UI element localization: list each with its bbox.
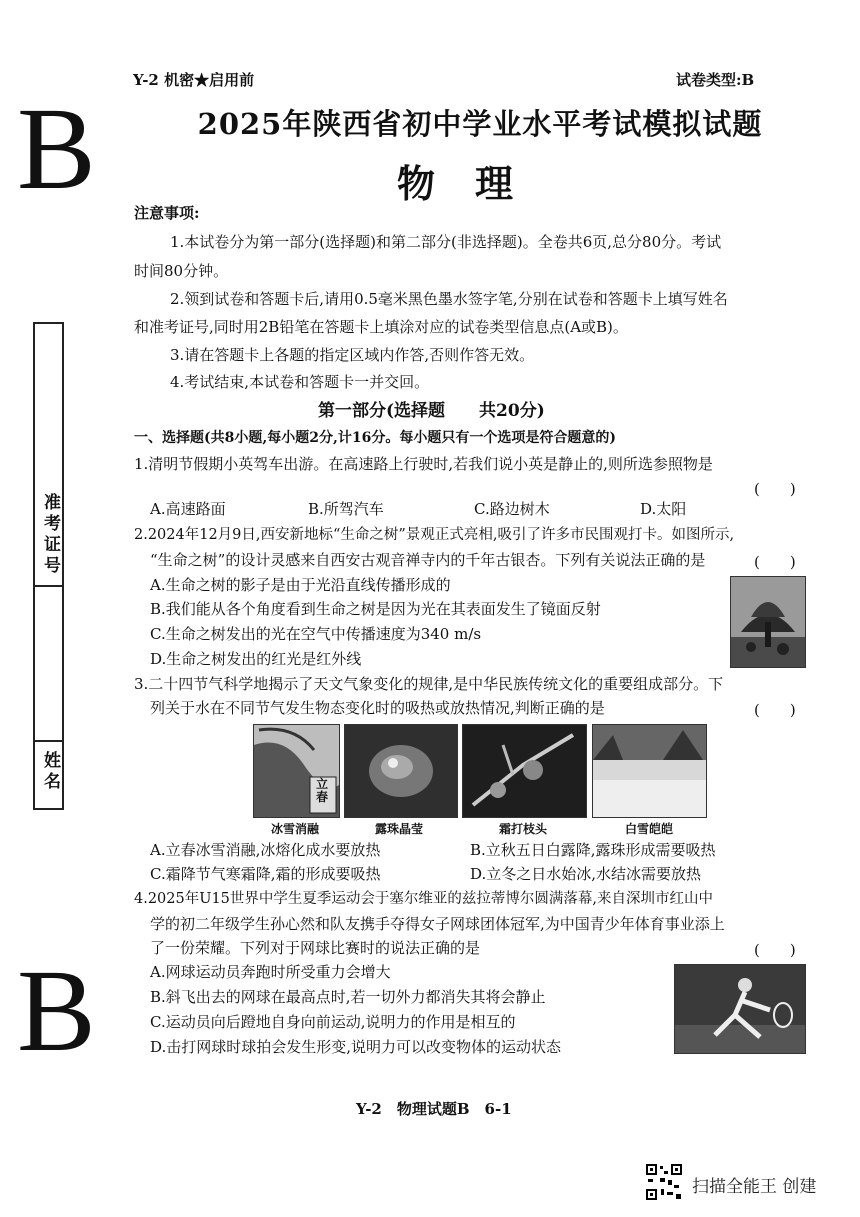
notice-item-1-cont: 时间80分钟。 <box>134 262 229 280</box>
page-footer: Y-2 物理试题B 6-1 <box>356 1100 512 1118</box>
side-mark-top: B <box>17 83 96 214</box>
q1-option-b: B.所驾汽车 <box>308 500 384 518</box>
caption-dewdrop: 露珠晶莹 <box>374 822 423 836</box>
q1-option-d: D.太阳 <box>640 500 687 518</box>
q1-option-a: A.高速路面 <box>150 500 226 518</box>
notice-item-3: 3.请在答题卡上各题的指定区域内作答,否则作答无效。 <box>170 346 535 364</box>
notice-item-2: 2.领到试卷和答题卡后,请用0.5毫米黑色墨水签字笔,分别在试卷和答题卡上填写姓名 <box>170 290 728 308</box>
snow-scene-photo <box>592 724 707 818</box>
subject-title: 物理 <box>396 161 553 206</box>
q2-stem-cont: “生命之树”的设计灵感来自西安古观音禅寺内的千年古银杏。下列有关说法正确的是 <box>150 551 706 569</box>
q2-option-a: A.生命之树的影子是由于光沿直线传播形成的 <box>150 576 451 594</box>
name-field-label: 姓名 <box>40 751 60 793</box>
side-mark-bottom: B <box>17 945 96 1076</box>
q4-stem: 4.2025年U15世界中学生夏季运动会于塞尔维亚的兹拉蒂博尔圆满落幕,来自深圳市红山中 <box>134 891 714 907</box>
caption-ice-melting: 冰雪消融 <box>270 822 319 836</box>
q4-option-d: D.击打网球时球拍会发生形变,说明力可以改变物体的运动状态 <box>150 1038 562 1056</box>
notice-item-2-cont: 和准考证号,同时用2B铅笔在答题卡上填涂对应的试卷类型信息点(A或B)。 <box>134 318 628 336</box>
q1-answer-blank: ( ) <box>754 480 796 498</box>
q4-answer-blank: ( ) <box>754 941 796 959</box>
q2-option-b: B.我们能从各个角度看到生命之树是因为光在其表面发生了镜面反射 <box>150 600 601 618</box>
info-box-divider <box>33 585 64 587</box>
q2-option-d: D.生命之树发出的红光是红外线 <box>150 650 362 668</box>
notice-item-1: 1.本试卷分为第一部分(选择题)和第二部分(非选择题)。全卷共6页,总分80分。考试 <box>170 233 722 251</box>
q2-answer-blank: ( ) <box>754 553 796 571</box>
q2-option-c: C.生命之树发出的光在空气中传播速度为340 m/s <box>150 625 482 643</box>
q4-stem-cont-2: 了一份荣耀。下列对于网球比赛时的说法正确的是 <box>150 939 481 957</box>
tree-of-life-photo <box>730 576 806 668</box>
notice-heading: 注意事项: <box>134 204 200 222</box>
q4-option-c: C.运动员向后蹬地自身向前运动,说明力的作用是相互的 <box>150 1013 516 1031</box>
scanner-watermark: 扫描全能王 创建 <box>692 1177 817 1197</box>
info-box-divider <box>33 740 64 742</box>
caption-snow: 白雪皑皑 <box>624 822 673 836</box>
caption-frost: 霜打枝头 <box>498 822 547 836</box>
q3-option-d: D.立冬之日水始冰,水结冰需要放热 <box>470 865 702 883</box>
lichun-stamp-text: 立春 <box>315 777 328 805</box>
q2-stem: 2.2024年12月9日,西安新地标“生命之树”景观正式亮相,吸引了许多市民围观打卡。如图所示, <box>134 527 735 543</box>
q4-option-a: A.网球运动员奔跑时所受重力会增大 <box>150 963 391 981</box>
qr-code <box>645 1163 683 1201</box>
exam-number-field-label: 准考证号 <box>40 493 60 577</box>
q3-option-c: C.霜降节气寒霜降,霜的形成要吸热 <box>150 865 381 883</box>
q3-stem-cont: 列关于水在不同节气发生物态变化时的吸热或放热情况,判断正确的是 <box>150 699 605 717</box>
paper-type-label: 试卷类型:B <box>676 71 755 89</box>
section-instructions: 一、选择题(共8小题,每小题2分,计16分。每小题只有一个选项是符合题意的) <box>134 430 616 446</box>
q3-stem: 3.二十四节气科学地揭示了天文气象变化的规律,是中华民族传统文化的重要组成部分。下 <box>134 675 724 693</box>
q3-answer-blank: ( ) <box>754 701 796 719</box>
exam-title: 2025年陕西省初中学业水平考试模拟试题 <box>197 107 763 141</box>
confidential-label: Y-2 机密★启用前 <box>133 71 255 89</box>
q1-stem: 1.清明节假期小英驾车出游。在高速路上行驶时,若我们说小英是静止的,则所选参照物是 <box>134 455 713 473</box>
q3-option-b: B.立秋五日白露降,露珠形成需要吸热 <box>470 841 716 859</box>
dewdrop-photo <box>344 724 458 818</box>
q4-option-b: B.斜飞出去的网球在最高点时,若一切外力都消失其将会静止 <box>150 988 546 1006</box>
part1-title: 第一部分(选择题 共20分) <box>318 401 545 421</box>
q4-stem-cont: 学的初二年级学生孙心然和队友携手夺得女子网球团体冠军,为中国青少年体育事业添上 <box>150 915 725 933</box>
tennis-player-photo <box>674 964 806 1054</box>
q1-option-c: C.路边树木 <box>474 500 550 518</box>
q3-option-a: A.立春冰雪消融,冰熔化成水要放热 <box>150 841 381 859</box>
notice-item-4: 4.考试结束,本试卷和答题卡一并交回。 <box>170 373 430 391</box>
frost-branch-photo <box>462 724 587 818</box>
